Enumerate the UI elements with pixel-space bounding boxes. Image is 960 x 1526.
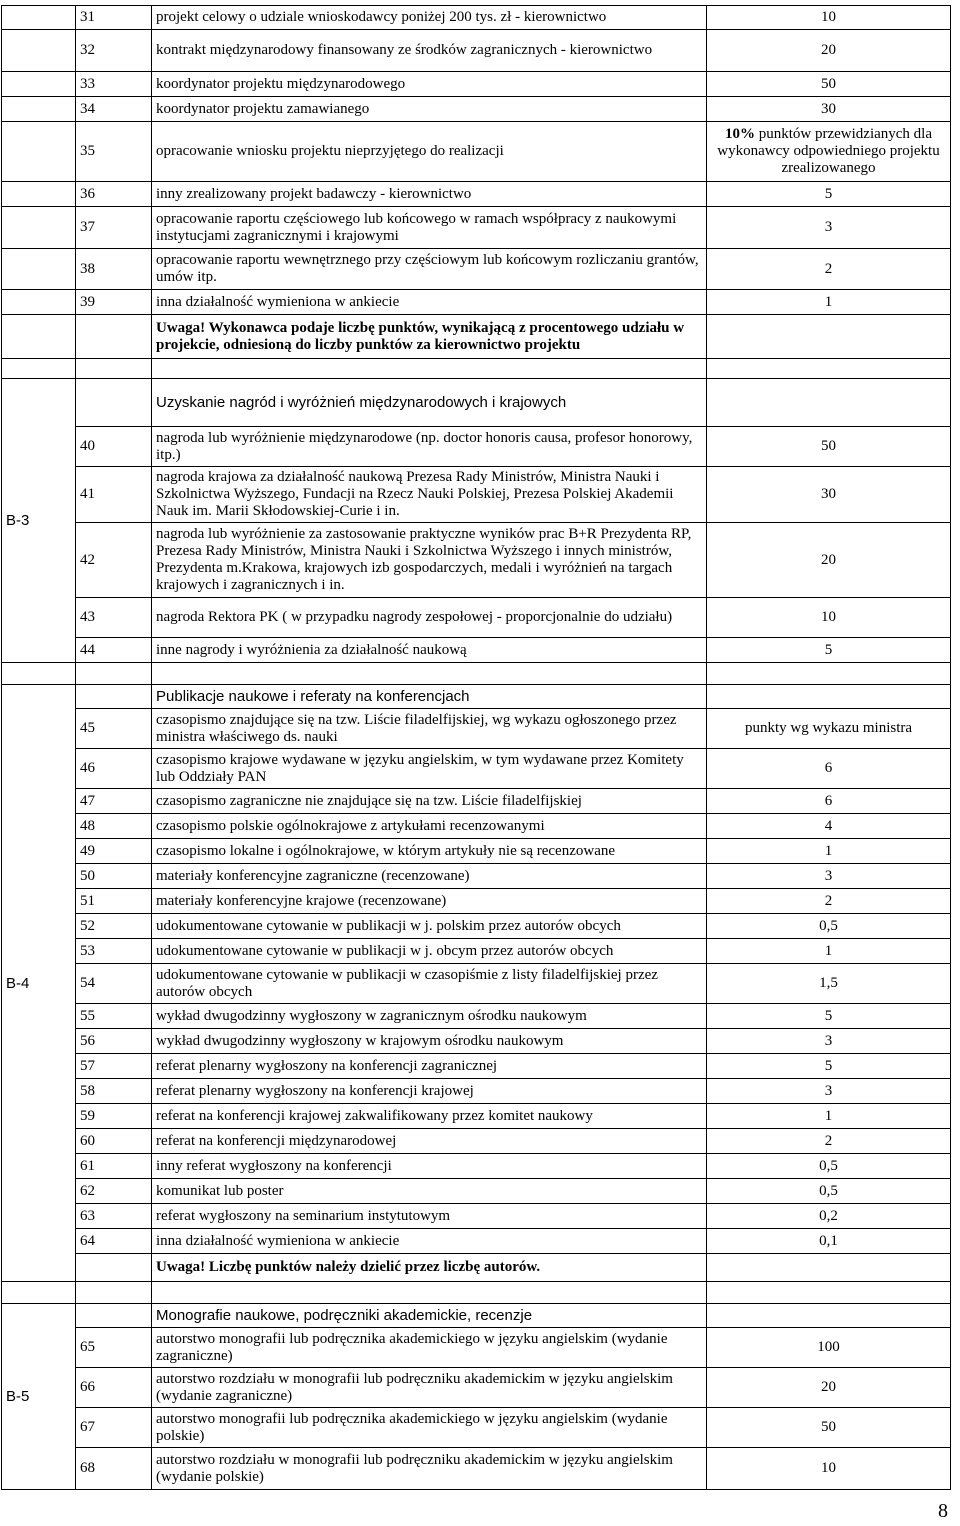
table-row [2,598,951,638]
row-description: koordynator projektu zamawianego [152,97,707,122]
category-cell [2,97,76,122]
row-points: 1 [707,290,951,315]
row-number: 58 [76,1079,152,1104]
row-description: inna działalność wymieniona w ankiecie [152,290,707,315]
row-number: 46 [76,749,152,789]
row-description: czasopismo krajowe wydawane w języku angielskim, w tym wydawane przez Komitety lub Oddziały PAN [152,749,707,789]
row-description: komunikat lub poster [152,1179,707,1204]
row-points: 0,1 [707,1229,951,1254]
row-description: nagroda Rektora PK ( w przypadku nagrody zespołowej - proporcjonalnie do udziału) [152,598,707,638]
row-description: kontrakt międzynarodowy finansowany ze środków zagranicznych - kierownictwo [152,30,707,72]
empty-cell [76,1304,152,1328]
row-points: 0,2 [707,1204,951,1229]
table-row [2,1104,951,1129]
row-number: 43 [76,598,152,638]
table-row [2,1054,951,1079]
row-description: nagroda lub wyróżnienie za zastosowanie praktyczne wyników prac B+R Prezydenta RP, Prezesa Rady Ministrów, Ministra Nauki i Szkolnictwa Wyższego i innych ministrów, Prezydenta m.Krakowa, krajowych izb gospodarczych, medali i wyróżnień na targach krajowych i zagranicznych i in. [152,523,707,598]
row-description: koordynator projektu międzynarodowego [152,72,707,97]
row-points: 50 [707,72,951,97]
table-row [2,638,951,663]
row-number: 37 [76,207,152,249]
table-row [2,1129,951,1154]
section-header-row [2,379,951,427]
table-row [2,72,951,97]
row-number: 38 [76,249,152,290]
row-description: referat plenarny wygłoszony na konferencji krajowej [152,1079,707,1104]
scoring-table [1,5,951,1490]
row-points: 20 [707,523,951,598]
section-code: B-4 [2,685,76,1282]
category-cell [2,249,76,290]
row-points: 3 [707,1029,951,1054]
category-cell [2,182,76,207]
table-row [2,207,951,249]
table-row [2,709,951,749]
row-description: nagroda lub wyróżnienie międzynarodowe (np. doctor honoris causa, profesor honorowy, itp.) [152,427,707,467]
table-row [2,864,951,889]
table-row [2,290,951,315]
row-points: 30 [707,467,951,523]
row-description: inna działalność wymieniona w ankiecie [152,1229,707,1254]
row-points: 1,5 [707,964,951,1004]
table-row [2,315,951,359]
row-points: 4 [707,814,951,839]
row-points: 6 [707,749,951,789]
row-points: 3 [707,1079,951,1104]
row-description: autorstwo rozdziału w monografii lub podręczniku akademickim w języku angielskim (wydanie polskie) [152,1448,707,1490]
row-points: 0,5 [707,1154,951,1179]
row-description: inny referat wygłoszony na konferencji [152,1154,707,1179]
table-row [2,1079,951,1104]
row-description: udokumentowane cytowanie w publikacji w czasopiśmie z listy filadelfijskiej przez autorów obcych [152,964,707,1004]
table-row [2,249,951,290]
row-number: 53 [76,939,152,964]
category-cell [2,207,76,249]
category-cell [2,122,76,182]
row-points: 2 [707,1129,951,1154]
row-description: udokumentowane cytowanie w publikacji w j. obcym przez autorów obcych [152,939,707,964]
table-row [2,523,951,598]
row-number: 50 [76,864,152,889]
empty-cell [707,315,951,359]
row-description: czasopismo polskie ogólnokrajowe z artykułami recenzowanymi [152,814,707,839]
table-row [2,467,951,523]
row-points: 10 [707,598,951,638]
row-description: inne nagrody i wyróżnienia za działalność naukową [152,638,707,663]
row-points: 5 [707,182,951,207]
row-number: 51 [76,889,152,914]
table-row [2,427,951,467]
table-row [2,6,951,30]
empty-cell [707,379,951,427]
table-row [2,1004,951,1029]
row-points: 0,5 [707,1179,951,1204]
empty-cell [707,1254,951,1282]
table-row [2,789,951,814]
row-points [707,122,951,182]
row-points: 30 [707,97,951,122]
category-cell [2,290,76,315]
empty-cell [707,1304,951,1328]
category-cell [2,315,76,359]
row-points: 2 [707,249,951,290]
empty-cell [76,379,152,427]
table-row [2,1368,951,1408]
row-description: materiały konferencyjne zagraniczne (recenzowane) [152,864,707,889]
row-description: materiały konferencyjne krajowe (recenzowane) [152,889,707,914]
row-description: opracowanie raportu wewnętrznego przy częściowym lub końcowym rozliczaniu grantów, umów itp. [152,249,707,290]
section-header-row [2,1304,951,1328]
row-points: 5 [707,638,951,663]
table-row [2,1229,951,1254]
note-text: Uwaga! Wykonawca podaje liczbę punktów, wynikającą z procentowego udziału w projekcie, odniesioną do liczby punktów za kierownictwo projektu [152,315,707,359]
row-number: 31 [76,6,152,30]
row-points: 1 [707,839,951,864]
spacer-row [2,359,951,379]
category-cell [2,6,76,30]
row-number: 55 [76,1004,152,1029]
row-number: 33 [76,72,152,97]
row-description: inny zrealizowany projekt badawczy - kierownictwo [152,182,707,207]
spacer-row [2,663,951,685]
table-row [2,939,951,964]
row-number: 52 [76,914,152,939]
row-number: 44 [76,638,152,663]
row-description: autorstwo monografii lub podręcznika akademickiego w języku angielskim (wydanie polskie) [152,1408,707,1448]
row-number: 54 [76,964,152,1004]
table-row [2,1448,951,1490]
row-description: autorstwo rozdziału w monografii lub podręczniku akademickim w języku angielskim (wydanie zagraniczne) [152,1368,707,1408]
row-description: referat na konferencji krajowej zakwalifikowany przez komitet naukowy [152,1104,707,1129]
row-number: 48 [76,814,152,839]
row-points: 100 [707,1328,951,1368]
row-points: 1 [707,939,951,964]
table-row [2,839,951,864]
spacer-row [2,1282,951,1304]
row-number: 66 [76,1368,152,1408]
row-number: 34 [76,97,152,122]
table-row [2,964,951,1004]
empty-cell [76,685,152,709]
row-points: 0,5 [707,914,951,939]
row-number: 65 [76,1328,152,1368]
row-points: 2 [707,889,951,914]
row-description: autorstwo monografii lub podręcznika akademickiego w języku angielskim (wydanie zagraniczne) [152,1328,707,1368]
row-number: 49 [76,839,152,864]
row-number: 36 [76,182,152,207]
category-cell [2,30,76,72]
empty-cell [707,685,951,709]
row-points: 1 [707,1104,951,1129]
row-points: 3 [707,207,951,249]
row-number: 41 [76,467,152,523]
row-number: 35 [76,122,152,182]
row-points: 6 [707,789,951,814]
row-number: 62 [76,1179,152,1204]
table-row [2,30,951,72]
table-row [2,97,951,122]
row-description: nagroda krajowa za działalność naukową Prezesa Rady Ministrów, Ministra Nauki i Szkolnictwa Wyższego, Fundacji na Rzecz Nauki Polskiej, Prezesa Polskiej Akademii Nauk im. Marii Skłodowskiej-Curie i in. [152,467,707,523]
row-description: czasopismo zagraniczne nie znajdujące się na tzw. Liście filadelfijskiej [152,789,707,814]
row-description: udokumentowane cytowanie w publikacji w j. polskim przez autorów obcych [152,914,707,939]
row-description: opracowanie wniosku projektu nieprzyjętego do realizacji [152,122,707,182]
row-number: 40 [76,427,152,467]
row-points: 10 [707,6,951,30]
row-number: 32 [76,30,152,72]
row-description: wykład dwugodzinny wygłoszony w krajowym ośrodku naukowym [152,1029,707,1054]
row-points: 5 [707,1054,951,1079]
table-row [2,1408,951,1448]
table-row [2,1328,951,1368]
row-points: 5 [707,1004,951,1029]
row-number: 64 [76,1229,152,1254]
row-points: 3 [707,864,951,889]
table-row [2,749,951,789]
page-number: 8 [938,1500,948,1522]
row-description: referat plenarny wygłoszony na konferencji zagranicznej [152,1054,707,1079]
empty-cell [76,1254,152,1282]
table-row [2,889,951,914]
section-code: B-5 [2,1304,76,1490]
points-percent: 10% [724,126,755,142]
row-description: referat na konferencji międzynarodowej [152,1129,707,1154]
category-cell [2,72,76,97]
section-title: Publikacje naukowe i referaty na konferencjach [152,685,707,709]
row-number: 67 [76,1408,152,1448]
table-row [2,1254,951,1282]
table-row [2,1179,951,1204]
note-text: Uwaga! Liczbę punktów należy dzielić przez liczbę autorów. [152,1254,707,1282]
row-points: 50 [707,1408,951,1448]
row-number: 47 [76,789,152,814]
table-row [2,1154,951,1179]
row-number: 59 [76,1104,152,1129]
row-description: projekt celowy o udziale wnioskodawcy poniżej 200 tys. zł - kierownictwo [152,6,707,30]
row-number: 57 [76,1054,152,1079]
table-row [2,914,951,939]
row-number: 45 [76,709,152,749]
table-row [2,182,951,207]
row-description: czasopismo znajdujące się na tzw. Liście filadelfijskiej, wg wykazu ogłoszonego przez ministra właściwego ds. nauki [152,709,707,749]
table-row [2,1204,951,1229]
section-header-row [2,685,951,709]
row-points: punkty wg wykazu ministra [707,709,951,749]
row-description: czasopismo lokalne i ogólnokrajowe, w którym artykuły nie są recenzowane [152,839,707,864]
row-number: 63 [76,1204,152,1229]
section-title: Uzyskanie nagród i wyróżnień międzynarodowych i krajowych [152,379,707,427]
row-description: referat wygłoszony na seminarium instytutowym [152,1204,707,1229]
row-number: 39 [76,290,152,315]
row-description: wykład dwugodzinny wygłoszony w zagranicznym ośrodku naukowym [152,1004,707,1029]
row-points: 20 [707,1368,951,1408]
row-number: 60 [76,1129,152,1154]
table-row [2,1029,951,1054]
row-points: 50 [707,427,951,467]
points-rule: punktów przewidzianych dla wykonawcy odpowiedniego projektu zrealizowanego [717,126,940,176]
table-row [2,814,951,839]
section-code: B-3 [2,379,76,663]
row-description: opracowanie raportu częściowego lub końcowego w ramach współpracy z naukowymi instytucjami zagranicznymi i krajowymi [152,207,707,249]
row-number: 56 [76,1029,152,1054]
table-row [2,122,951,182]
row-points: 20 [707,30,951,72]
row-number: 68 [76,1448,152,1490]
row-number: 42 [76,523,152,598]
empty-cell [76,315,152,359]
row-number: 61 [76,1154,152,1179]
section-title: Monografie naukowe, podręczniki akademickie, recenzje [152,1304,707,1328]
row-points: 10 [707,1448,951,1490]
